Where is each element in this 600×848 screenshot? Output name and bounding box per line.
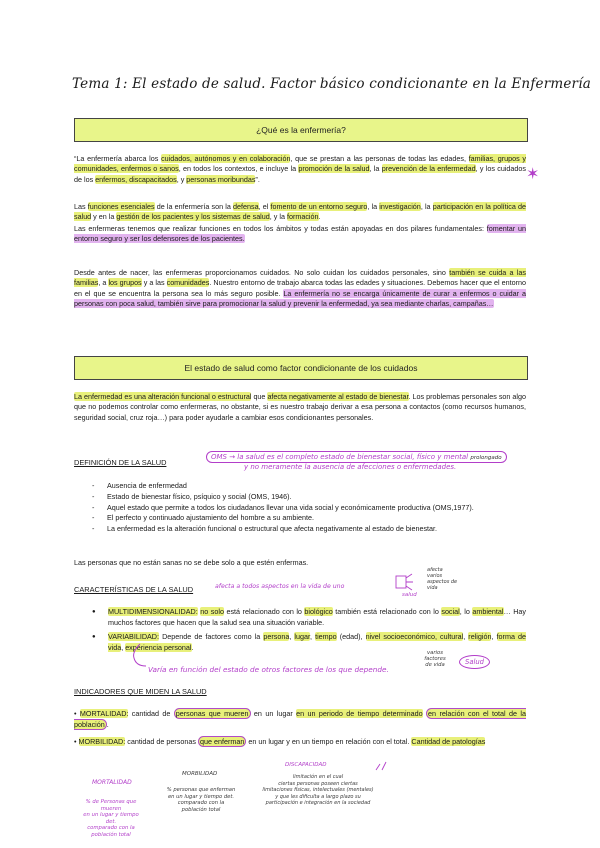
highlighted-text: persona [263,632,290,642]
note-morbilidad-text [166,787,236,813]
paragraph-funciones [74,202,526,223]
note-line: comparado con la [87,825,135,832]
text-segment: Desde antes de nacer, las enfermeras proporcionamos cuidados. No solo cuidan los cuidados personales, sino [74,268,450,277]
text-segment: está relacionado con lo [223,607,305,616]
text-segment: , [463,632,469,642]
highlighted-text: forma de vida [108,632,527,652]
text-segment: , el [258,202,271,211]
heading-definicion: DEFINICIÓN DE LA SALUD [74,458,167,467]
text-segment: y a las [141,278,167,288]
text-segment: . [106,719,109,729]
highlighted-text: La enfermería no se encarga únicamente de curar a enfermos o cuidar a personas con poca salud, también sirve para promocionar la salud y prevenir la enfermedad, ya sea mediante charlas, campañas… [74,288,526,309]
text-segment: que [251,392,268,401]
highlighted-text: defensa [233,202,259,211]
list-item: - Estado de bienestar físico, psíquico y social (OMS, 1946). [92,492,526,503]
text-segment: también está relacionado con lo [332,607,442,616]
indicator-mortalidad [74,709,526,730]
text-segment: . Nuestro entorno de trabajo abarca todas las edades y situaciones. Debemos hacer que el entorno en el que se encuentra la persona sea lo más seguro posible. [74,278,526,298]
page-title: Tema 1: El estado de salud. Factor básico condicionante en la Enfermería [72,76,591,92]
note-oms-line1: OMS → la salud es el completo estado de bienestar social, físico y mental [211,453,469,461]
list-item: - Aquel estado que permite a todos los ciudadanos llevar una vida social y económicamente productiva (OMS,1977). [92,503,526,514]
note-oms-line2: y no meramente la ausencia de afecciones o enfermedades. [244,463,457,471]
section-heading-enfermeria [74,118,528,142]
text-segment: , que se prestan a las personas de todas las edades, [290,154,469,163]
bracket-arrow-icon [130,642,150,670]
text-segment: Depende de factores como la [159,632,264,642]
note-line: ciertas personas poseen ciertas [278,780,358,787]
text-segment: , y [176,174,187,184]
highlighted-text: participación en la política de salud [74,202,526,222]
text-segment: . [318,212,321,222]
text-segment: , [289,632,295,642]
paragraph-cuidados [74,268,526,310]
highlighted-text: lugar [294,632,310,642]
text-segment: cantidad de personas [125,737,198,746]
note-discapacidad-title: DISCAPACIDAD [285,762,327,768]
highlighted-text: nivel socioeconómico, cultural [365,632,464,642]
highlighted-text: en un periodo de tiempo determinado [296,709,423,718]
highlighted-text: personas moribundas [186,174,256,184]
note-line: % de Personas que mueren [85,799,137,812]
note-line: y que les dificulta a largo plazo su [275,793,361,800]
list-item-variabilidad [92,632,526,653]
paragraph-enfermedad [74,392,526,423]
text-segment: Las [74,202,88,211]
highlighted-text: comunidades [166,278,210,288]
highlighted-text: MULTIDIMENSIONALIDAD: [108,607,198,616]
heading-indicadores: INDICADORES QUE MIDEN LA SALUD [74,687,207,696]
note-line: población total [181,806,221,813]
highlighted-text: MORBILIDAD: [78,737,126,746]
text-segment: . [191,642,194,652]
note-line: participación e integración en la sociedad [265,800,371,807]
note-prolongado: prolongado [470,455,502,461]
text-segment: , y los cuidados de los [74,164,526,184]
definicion-list [92,481,526,535]
text-segment: “La enfermería abarca los [74,154,162,163]
text-segment: , en todos los contextos, e incluye la [178,164,299,174]
indicator-morbilidad [74,737,526,748]
note-line: % personas que enferman [166,787,236,793]
highlighted-text: MORTALIDAD: [79,709,129,718]
highlighted-text: personas que mueren [175,709,249,718]
highlighted-text: formación [286,212,319,222]
highlighted-text: familias, grupos y comunidades, enfermos o sanos [74,154,526,174]
text-segment: Las enfermeras tenemos que realizar funciones en todos los ámbitos y todas están apoyadas en dos pilares fundamentales: [74,224,487,233]
note-line: limitación en el cual [292,774,344,780]
paragraph-definicion-enfermeria [74,154,526,185]
highlighted-text: VARIABILIDAD: [108,632,159,642]
note-line: comparado con la [177,800,225,807]
paragraph-definicion-footer: Las personas que no están sanas no se debe solo a que estén enfermas. [74,558,309,567]
highlighted-text: que enferman [199,737,245,746]
text-segment: , la [369,164,382,174]
text-segment: , [491,632,497,642]
text-segment: y en la [91,212,117,222]
text-segment: , y la [269,212,287,222]
highlighted-text: biológico [304,607,333,616]
text-segment: … Hay muchos factores que hacen que la salud sea una situación variable. [108,607,526,627]
note-morbilidad-title: MORBILIDAD [182,771,218,777]
heading-caracteristicas: CARACTERÍSTICAS DE LA SALUD [74,585,194,594]
star-icon: ✶ [526,166,540,183]
highlighted-text: religión [468,632,492,642]
highlighted-text: La enfermedad es una alteración funcional o estructural [74,392,252,401]
list-item: - La enfermedad es la alteración funcional o estructural que afecta negativamente al estado de bienestar. [92,524,526,535]
highlighted-text: prevención de la enfermedad [381,164,476,174]
list-item: - El perfecto y continuado ajustamiento del hombre a su ambiente. [92,513,526,524]
text-segment: , [310,632,316,642]
highlighted-text: funciones esenciales [87,202,155,211]
arrow-mark-icon [374,760,390,772]
note-mortalidad-text [78,799,144,839]
highlighted-text: gestión de los pacientes y los sistemas de salud [116,212,270,222]
highlighted-text: en relación con el total de la población [74,709,526,729]
text-segment: en un lugar y en un tiempo en relación con el total. [246,737,412,746]
caracteristicas-list [92,607,526,657]
note-salud-label: salud [402,592,417,598]
text-segment: , lo [459,607,473,616]
note-line: en un lugar y tiempo det. [83,812,139,825]
highlighted-text: social [441,607,460,616]
highlighted-text: los grupos [108,278,142,288]
text-segment: , [121,642,126,652]
section-heading-text: El estado de salud como factor condicionante de los cuidados [184,363,418,373]
note-oms [206,451,507,463]
highlighted-text: cuidados, autónomos y en colaboración [161,154,291,163]
note-varia: Varía en función del estado de otros factores de los que depende. [148,665,389,674]
highlighted-text: investigación [379,202,421,211]
highlighted-text: experiencia personal [125,642,192,652]
text-segment: ”. [255,174,260,184]
list-item: - Ausencia de enfermedad [92,481,526,492]
text-segment: . Los problemas personales son algo que no podemos controlar como enfermeras, no obstante, si es nuestro trabajo derivar a esa persona a contactos (como recursos humanos, seguridad social, cruz roja…) para poder ayudarle a cambiar esos condicionantes personales. [74,392,526,422]
text-segment: , a [98,278,109,288]
paragraph-pilares [74,224,526,245]
text-segment: , la [367,202,380,211]
text-segment: cantidad de [128,709,174,718]
note-line: limitaciones físicas, intelectuales (mentales) [262,787,374,794]
highlighted-text: enfermos, discapacitados [95,174,177,184]
note-afecta: afecta varios aspectos de vida [427,567,458,591]
text-segment: (edad), [336,632,366,642]
section-heading-estado-salud [74,356,528,380]
salud-figure-icon [394,570,416,592]
text-segment: • [74,709,80,718]
section-heading-text: ¿Qué es la enfermería? [256,125,346,135]
text-segment: • [74,737,79,746]
highlighted-text: también se cuida a las familias [74,268,526,288]
highlighted-text: fomento de un entorno seguro [270,202,368,211]
highlighted-text: Cantidad de patologías [411,737,486,746]
text-segment: de la enfermería son la [154,202,233,211]
list-item-multidimensionalidad [92,607,526,628]
highlighted-text: fomentar un entorno seguro y ser los defensores de los pacientes. [74,224,526,244]
highlighted-text: no solo [200,607,224,616]
highlighted-text: promoción de la salud [298,164,370,174]
note-aspects: afecta a todos aspectos en la vida de uno [215,583,345,590]
highlighted-text: ambiental [472,607,504,616]
note-line: en un lugar y tiempo det. [167,793,235,800]
note-varios-factores: varios factores de vida [424,650,446,668]
note-discapacidad-text [262,774,374,807]
highlighted-text: tiempo [315,632,337,642]
highlighted-text: afecta negativamente al estado de bienestar [267,392,409,401]
note-mortalidad-title: MORTALIDAD [92,779,132,786]
note-line: población total [91,831,131,838]
note-salud-circle: Salud [459,655,490,669]
text-segment: , la [420,202,433,211]
text-segment: en un lugar [250,709,297,718]
